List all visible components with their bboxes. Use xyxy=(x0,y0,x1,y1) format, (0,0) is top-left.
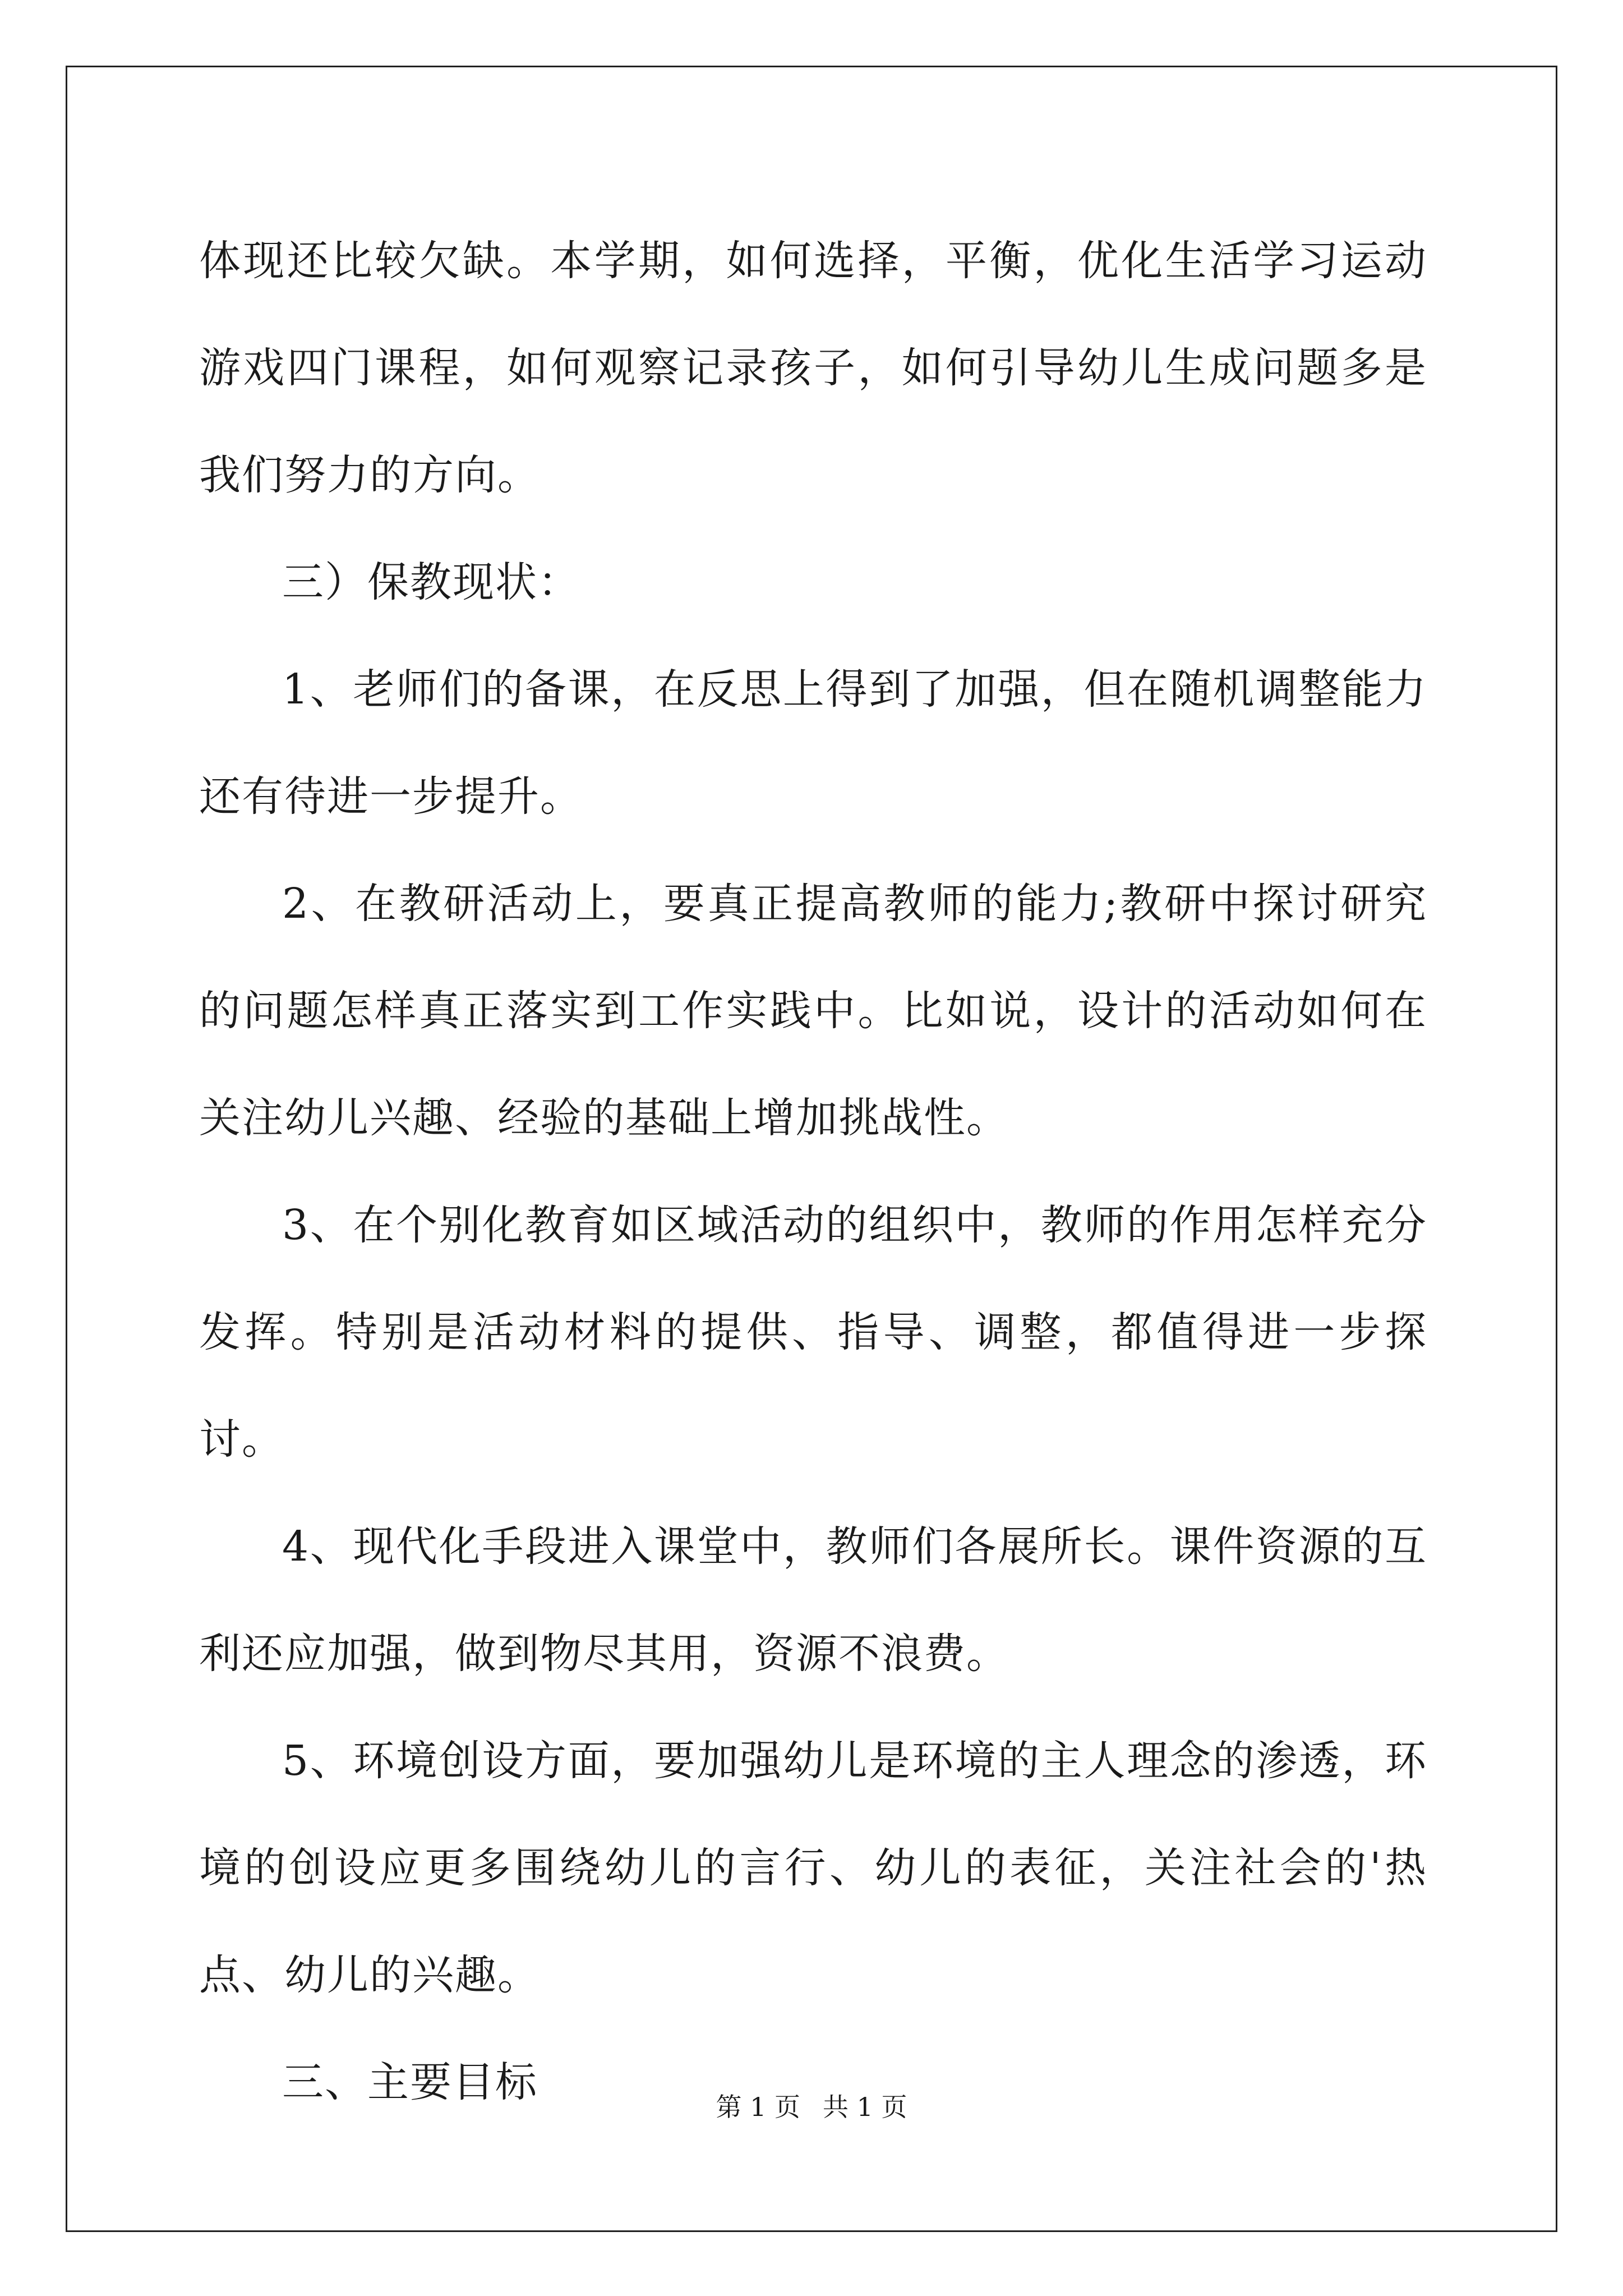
heading-main-goals: 三、主要目标 xyxy=(282,2058,538,2106)
paragraph-item-4: 4、现代化手段进入课堂中，教师们各展所长。课件资源的互利还应加强，做到物尽其用，资源不浪费。 xyxy=(199,1522,1427,1678)
page-number-total: 共 1 页 xyxy=(823,2092,907,2122)
page-number-current: 第 1 页 xyxy=(716,2092,800,2122)
page-footer xyxy=(0,2090,1623,2124)
paragraph-item-3: 3、在个别化教育如区域活动的组织中，教师的作用怎样充分发挥。特别是活动材料的提供、指导、调整，都值得进一步探讨。 xyxy=(199,1201,1427,1464)
heading-status: 三）保教现状： xyxy=(282,558,580,606)
paragraph-intro: 体现还比较欠缺。本学期，如何选择，平衡，优化生活学习运动游戏四门课程，如何观察记录孩子，如何引导幼儿生成问题多是我们努力的方向。 xyxy=(199,237,1427,499)
paragraph-item-5: 5、环境创设方面，要加强幼儿是环境的主人理念的渗透，环境的创设应更多围绕幼儿的言行、幼儿的表征，关注社会的'热点、幼儿的兴趣。 xyxy=(199,1737,1427,1999)
document-body xyxy=(199,208,1427,2136)
paragraph-item-2: 2、在教研活动上，要真正提高教师的能力;教研中探讨研究的问题怎样真正落实到工作实践中。比如说，设计的活动如何在关注幼儿兴趣、经验的基础上增加挑战性。 xyxy=(199,880,1427,1142)
paragraph-item-1: 1、老师们的备课，在反思上得到了加强，但在随机调整能力还有待进一步提升。 xyxy=(199,665,1427,821)
